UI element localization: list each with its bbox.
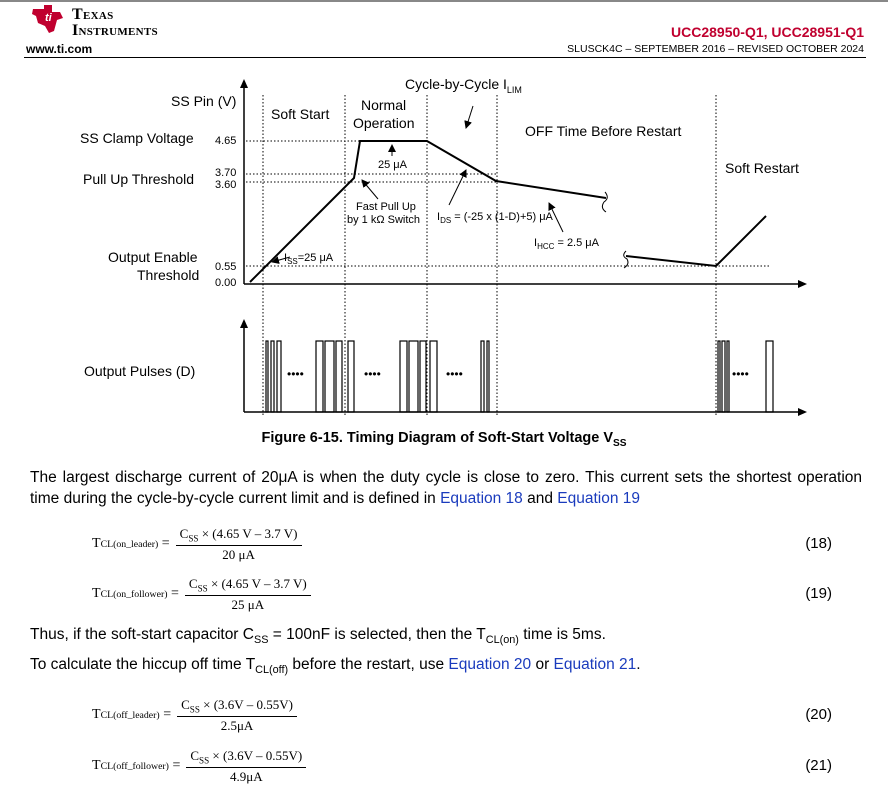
label-enable-2: Threshold xyxy=(137,267,200,283)
equation-number-19: (19) xyxy=(805,585,832,602)
svg-text:ti: ti xyxy=(45,12,52,24)
brand-line-2: Instruments xyxy=(72,22,158,39)
region-cbc: Cycle-by-Cycle $I_{LIM}$ xyxy=(405,76,522,95)
tick-000: 0.00 xyxy=(215,277,237,289)
header-rule xyxy=(24,57,866,58)
label-pullup: Pull Up Threshold xyxy=(83,171,195,187)
figure-caption: Figure 6-15. Timing Diagram of Soft-Start Voltage $V_{SS}$ xyxy=(261,430,627,449)
pulse-dots-4: •••• xyxy=(732,367,749,381)
label-enable-1: Output Enable xyxy=(108,249,198,265)
equation-18: T CL(on_leader) = $\frac{C_{SS} \times (4.65 V - 3.7 V)}{20 \mu A}$ xyxy=(92,526,302,563)
site-url[interactable]: www.ti.com xyxy=(26,42,93,56)
region-soft-start: Soft Start xyxy=(271,106,330,122)
annotation-fast-2: by 1 kΩ Switch xyxy=(347,214,421,226)
link-equation-19[interactable]: Equation 19 xyxy=(557,490,641,507)
label-ss-clamp: SS Clamp Voltage xyxy=(80,130,194,146)
caption-sub: SS xyxy=(613,437,627,449)
equation-number-20: (20) xyxy=(805,706,832,723)
region-normal-2: Operation xyxy=(353,115,415,131)
output-pulses xyxy=(266,341,773,412)
paragraph-hiccup: To calculate the hiccup off time $T_{CL(off)}$ before the restart, use Equation 20 or Equation 21. xyxy=(30,656,641,677)
pulse-dots-2: •••• xyxy=(364,367,381,381)
annotation-fast-1: Fast Pull Up xyxy=(356,201,416,213)
document-id: SLUSCK4C – SEPTEMBER 2016 – REVISED OCTOBER 2024 xyxy=(567,43,864,55)
equation-20: T CL(off_leader) = $\frac{C_{SS} \times (3.6V - 0.55V)}{2.5\mu A}$ xyxy=(92,697,297,734)
label-pulses: Output Pulses (D) xyxy=(84,363,196,379)
link-equation-21[interactable]: Equation 21 xyxy=(553,656,637,673)
pulse-dots-1: •••• xyxy=(287,367,304,381)
region-normal-1: Normal xyxy=(361,97,407,113)
region-soft-restart: Soft Restart xyxy=(725,160,799,176)
timing-diagram xyxy=(0,60,888,430)
tick-055: 0.55 xyxy=(215,261,237,273)
ss-waveform-restart xyxy=(626,216,766,266)
paragraph-discharge: The largest discharge current of 20μA is when the duty cycle is close to zero. This current sets the shortest operation time during the cycle-by-cycle current limit and is defined in Equation 18 and Equation 19 xyxy=(30,469,862,507)
annotation-iss: $I_{SS}=25$ μA xyxy=(284,252,334,266)
part-numbers: UCC28950-Q1, UCC28951-Q1 xyxy=(671,24,864,40)
equation-number-21: (21) xyxy=(805,757,832,774)
equation-19: T CL(on_follower) = $\frac{C_{SS} \times (4.65 V - 3.7 V)}{25 \mu A}$ xyxy=(92,576,311,613)
region-off-time: OFF Time Before Restart xyxy=(525,123,682,139)
equation-21: T CL(off_follower) = $\frac{C_{SS} \times (3.6V - 0.55V)}{4.9\mu A}$ xyxy=(92,748,306,785)
annotation-25ua: 25 μA xyxy=(378,159,407,171)
annotation-ids: $I_{DS} = (-25$ x (1-D)+5) μA xyxy=(437,211,553,225)
equation-number-18: (18) xyxy=(805,535,832,552)
brand-name xyxy=(72,7,158,39)
top-border xyxy=(0,0,888,2)
link-equation-20[interactable]: Equation 20 xyxy=(448,656,532,673)
tick-465: 4.65 xyxy=(215,135,237,147)
brand-line-1: Texas xyxy=(72,6,114,23)
label-ss-pin: SS Pin (V) xyxy=(171,93,237,109)
tick-360: 3.60 xyxy=(215,179,237,191)
annotation-ihcc: $I_{HCC} = 2.5$ μA xyxy=(534,237,599,251)
ti-logo-icon xyxy=(30,4,68,34)
tick-370: 3.70 xyxy=(215,167,237,179)
link-equation-18[interactable]: Equation 18 xyxy=(440,490,523,507)
pulse-dots-3: •••• xyxy=(446,367,463,381)
paragraph-example: Thus, if the soft-start capacitor $C_{SS} = 100nF$ is selected, then the $T_{CL(on)}$ time is 5ms. xyxy=(30,626,606,647)
